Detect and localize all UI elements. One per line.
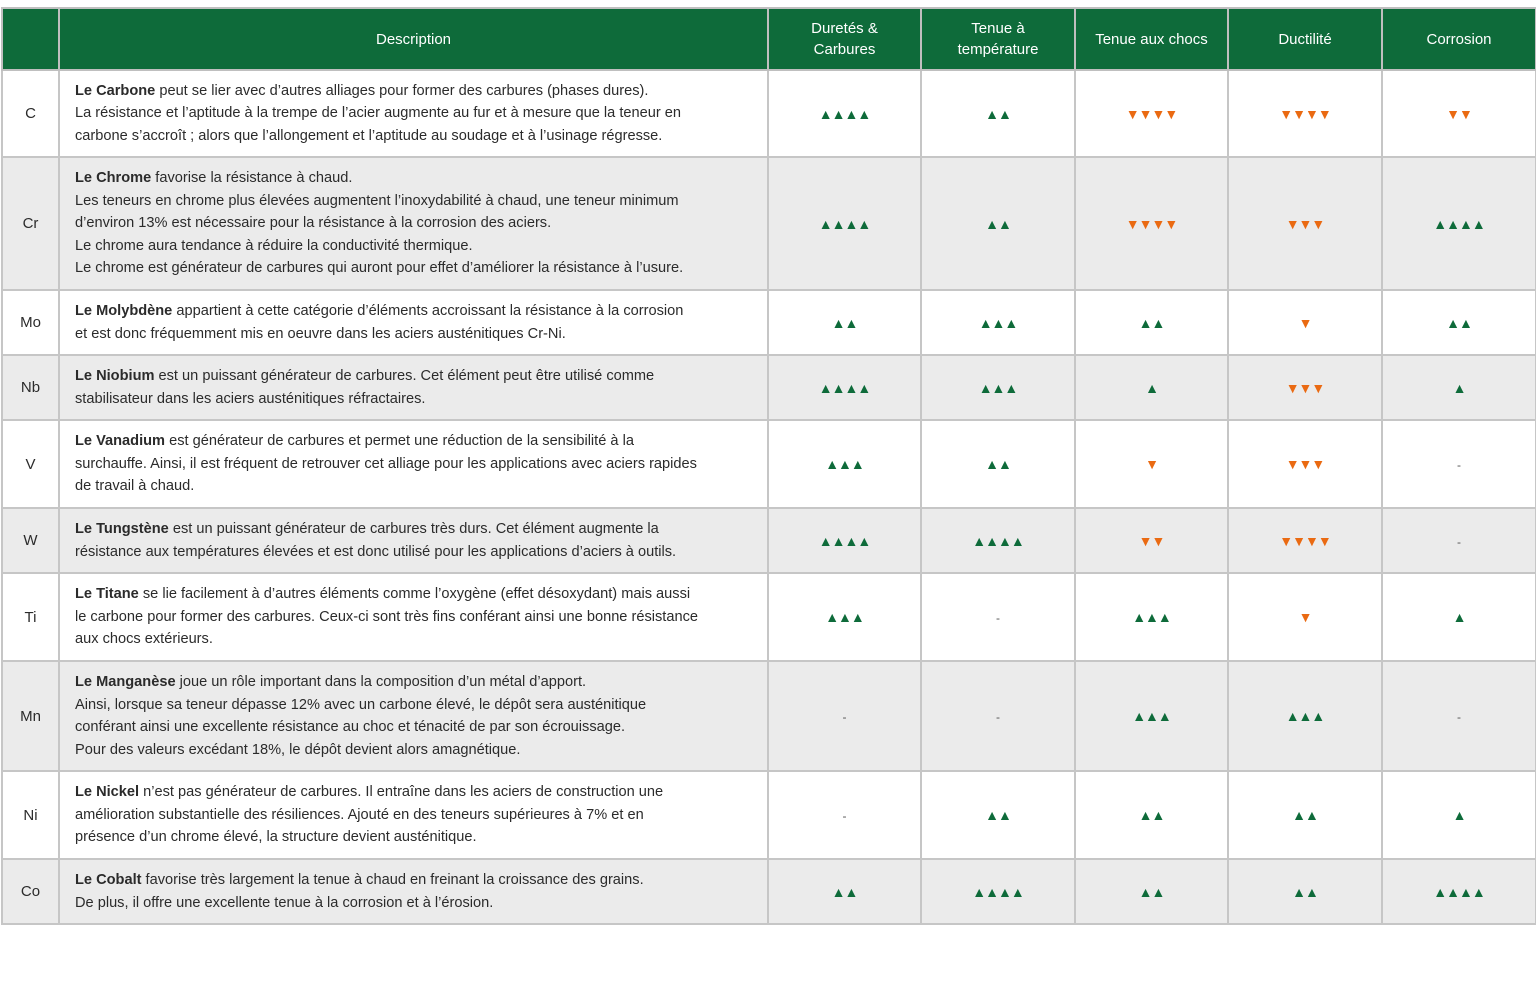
- up-triangle-icon: ▲: [1145, 379, 1158, 396]
- rating-ductility: [1228, 508, 1382, 573]
- down-triangle-icon: ▼▼▼▼: [1279, 105, 1331, 122]
- element-description: [59, 290, 768, 355]
- up-triangle-icon: ▲▲: [1446, 314, 1472, 331]
- description-line: La résistance et l’aptitude à la trempe de l’acier augmente au fur et à mesure que la teneur en: [75, 105, 682, 122]
- up-triangle-icon: ▲▲▲▲: [818, 532, 871, 549]
- rating-temperature: [921, 420, 1075, 508]
- down-triangle-icon: ▼▼▼: [1285, 215, 1325, 232]
- rating-hardness: [768, 573, 921, 661]
- rating-hardness: [768, 355, 921, 420]
- element-description: [59, 573, 768, 661]
- description-line: Les teneurs en chrome plus élevées augmentent l’inoxydabilité à chaud, une teneur minimum: [75, 192, 679, 209]
- element-symbol: Nb: [2, 355, 59, 420]
- description-line: stabilisateur dans les aciers austénitiques réfractaires.: [75, 390, 426, 407]
- down-triangle-icon: ▼▼▼▼: [1279, 532, 1331, 549]
- header-shock: Tenue aux chocs: [1075, 8, 1228, 70]
- up-triangle-icon: ▲▲▲▲: [1433, 215, 1485, 232]
- rating-shock: [1075, 70, 1228, 157]
- description-line: conférant ainsi une excellente résistance au choc et ténacité de par son écrouissage.: [75, 719, 626, 735]
- header-symbol: [2, 8, 59, 70]
- no-effect-dash: -: [842, 809, 847, 823]
- description-line: peut se lier avec d’autres alliages pour former des carbures (phases dures).: [155, 82, 649, 99]
- rating-temperature: [921, 355, 1075, 420]
- up-triangle-icon: ▲▲: [1292, 883, 1318, 900]
- description-line: favorise très largement la tenue à chaud en freinant la croissance des grains.: [141, 872, 644, 888]
- up-triangle-icon: ▲▲▲▲: [818, 215, 871, 232]
- rating-temperature: [921, 70, 1075, 157]
- rating-ductility: [1228, 859, 1382, 924]
- element-description: [59, 157, 768, 290]
- element-name: Le Nickel: [75, 784, 140, 801]
- table-row: [2, 70, 1536, 157]
- description-line: se lie facilement à d’autres éléments comme l’oxygène (effet désoxydant) mais aussi: [138, 586, 691, 603]
- description-line: Ainsi, lorsque sa teneur dépasse 12% avec un carbone élevé, le dépôt sera austénitique: [75, 696, 647, 713]
- down-triangle-icon: ▼▼▼▼: [1125, 105, 1178, 122]
- up-triangle-icon: ▲: [1452, 379, 1466, 396]
- element-description: [59, 355, 768, 420]
- table-row: [2, 290, 1536, 355]
- description-line: est un puissant générateur de carbures très durs. Cet élément augmente la: [168, 521, 659, 537]
- description-line: le carbone pour former des carbures. Ceux-ci sont très fins conférant ainsi une bonne résistance: [75, 608, 698, 625]
- rating-corrosion: [1382, 290, 1536, 355]
- rating-ductility: [1228, 290, 1382, 355]
- rating-ductility: [1228, 70, 1382, 157]
- up-triangle-icon: ▲▲: [1138, 314, 1165, 331]
- no-effect-dash: -: [1457, 710, 1461, 724]
- element-name: Le Vanadium: [75, 433, 166, 450]
- rating-hardness: [768, 508, 921, 573]
- rating-hardness: [768, 420, 921, 508]
- description-line: favorise la résistance à chaud.: [151, 170, 353, 187]
- rating-shock: [1075, 157, 1228, 290]
- up-triangle-icon: ▲▲: [985, 215, 1011, 232]
- up-triangle-icon: ▲▲▲▲: [818, 379, 871, 396]
- rating-corrosion: [1382, 573, 1536, 661]
- header-temperature: Tenue à température: [921, 8, 1075, 70]
- rating-ductility: [1228, 573, 1382, 661]
- element-symbol: C: [2, 70, 59, 157]
- up-triangle-icon: ▲▲▲: [1132, 708, 1171, 724]
- table-row: [2, 508, 1536, 573]
- rating-ductility: [1228, 771, 1382, 859]
- up-triangle-icon: ▲▲▲: [825, 609, 864, 625]
- element-name: Le Niobium: [75, 368, 155, 384]
- rating-shock: [1075, 573, 1228, 661]
- alloy-properties-table: [1, 7, 1536, 925]
- up-triangle-icon: ▲: [1452, 609, 1466, 625]
- down-triangle-icon: ▼: [1145, 456, 1158, 472]
- rating-shock: [1075, 859, 1228, 924]
- rating-hardness: [768, 70, 921, 157]
- rating-temperature: [921, 661, 1075, 771]
- rating-corrosion: [1382, 420, 1536, 508]
- rating-temperature: [921, 859, 1075, 924]
- no-effect-dash: -: [1457, 534, 1461, 549]
- element-name: Le Cobalt: [75, 872, 142, 888]
- description-line: Le chrome aura tendance à réduire la conductivité thermique.: [75, 237, 473, 254]
- up-triangle-icon: ▲▲▲: [978, 379, 1018, 396]
- down-triangle-icon: ▼▼: [1138, 532, 1165, 549]
- element-symbol: W: [2, 508, 59, 573]
- element-symbol: Mn: [2, 661, 59, 771]
- rating-ductility: [1228, 420, 1382, 508]
- rating-shock: [1075, 508, 1228, 573]
- rating-temperature: [921, 157, 1075, 290]
- rating-corrosion: [1382, 355, 1536, 420]
- description-line: est générateur de carbures et permet une réduction de la sensibilité à la: [165, 433, 634, 450]
- up-triangle-icon: ▲▲▲: [978, 314, 1018, 331]
- description-line: présence d’un chrome élevé, la structure devient austénitique.: [75, 829, 477, 846]
- description-line: De plus, il offre une excellente tenue à la corrosion et à l’érosion.: [75, 894, 494, 911]
- down-triangle-icon: ▼▼▼▼: [1125, 215, 1178, 232]
- no-effect-dash: -: [996, 710, 1000, 724]
- rating-corrosion: [1382, 859, 1536, 924]
- header-hardness: Duretés & Carbures: [768, 8, 921, 70]
- table-row: [2, 661, 1536, 771]
- rating-shock: [1075, 771, 1228, 859]
- table-row: [2, 157, 1536, 290]
- up-triangle-icon: ▲▲: [1138, 883, 1165, 900]
- down-triangle-icon: ▼: [1298, 609, 1312, 625]
- element-symbol: Cr: [2, 157, 59, 290]
- rating-shock: [1075, 420, 1228, 508]
- description-line: surchauffe. Ainsi, il est fréquent de retrouver cet alliage pour les applications avec aciers rapides: [75, 455, 697, 472]
- rating-shock: [1075, 355, 1228, 420]
- down-triangle-icon: ▼▼▼: [1285, 456, 1325, 472]
- up-triangle-icon: ▲▲: [831, 883, 858, 900]
- up-triangle-icon: ▲▲: [985, 456, 1011, 472]
- description-line: Le chrome est générateur de carbures qui auront pour effet d’améliorer la résistance à l’usure.: [75, 260, 684, 277]
- up-triangle-icon: ▲▲: [831, 314, 858, 331]
- element-description: [59, 771, 768, 859]
- element-description: [59, 661, 768, 771]
- up-triangle-icon: ▲▲▲▲: [1433, 883, 1485, 900]
- rating-corrosion: [1382, 508, 1536, 573]
- down-triangle-icon: ▼: [1298, 314, 1312, 331]
- header-ductility: Ductilité: [1228, 8, 1382, 70]
- element-name: Le Titane: [75, 586, 139, 603]
- element-name: Le Tungstène: [75, 521, 169, 537]
- description-line: d’environ 13% est nécessaire pour la résistance à la corrosion des aciers.: [75, 215, 552, 232]
- description-line: joue un rôle important dans la composition d’un métal d’apport.: [175, 674, 587, 690]
- no-effect-dash: -: [996, 611, 1000, 625]
- down-triangle-icon: ▼▼: [1446, 105, 1472, 122]
- rating-hardness: [768, 661, 921, 771]
- description-line: de travail à chaud.: [75, 478, 195, 495]
- element-symbol: Mo: [2, 290, 59, 355]
- description-line: est un puissant générateur de carbures. Cet élément peut être utilisé comme: [154, 368, 655, 384]
- up-triangle-icon: ▲: [1452, 807, 1466, 823]
- rating-temperature: [921, 508, 1075, 573]
- header-row: [2, 8, 1536, 70]
- rating-corrosion: [1382, 157, 1536, 290]
- description-line: carbone s’accroît ; alors que l’allongement et l’aptitude au soudage et à l’usinage régresse.: [75, 127, 663, 144]
- table-row: [2, 859, 1536, 924]
- element-symbol: V: [2, 420, 59, 508]
- description-line: Pour des valeurs excédant 18%, le dépôt devient alors amagnétique.: [75, 741, 521, 758]
- element-description: [59, 70, 768, 157]
- up-triangle-icon: ▲▲▲▲: [818, 105, 871, 122]
- up-triangle-icon: ▲▲▲: [825, 456, 864, 472]
- up-triangle-icon: ▲▲: [985, 807, 1011, 823]
- element-name: Le Carbone: [75, 82, 156, 99]
- description-line: appartient à cette catégorie d’éléments accroissant la résistance à la corrosion: [172, 303, 684, 319]
- rating-corrosion: [1382, 771, 1536, 859]
- rating-temperature: [921, 290, 1075, 355]
- up-triangle-icon: ▲▲▲▲: [972, 883, 1024, 900]
- element-description: [59, 859, 768, 924]
- rating-corrosion: [1382, 661, 1536, 771]
- rating-temperature: [921, 771, 1075, 859]
- rating-shock: [1075, 290, 1228, 355]
- up-triangle-icon: ▲▲▲: [1285, 708, 1325, 724]
- rating-hardness: [768, 290, 921, 355]
- description-line: aux chocs extérieurs.: [75, 631, 213, 648]
- rating-hardness: [768, 859, 921, 924]
- down-triangle-icon: ▼▼▼: [1285, 379, 1325, 396]
- header-corrosion: Corrosion: [1382, 8, 1536, 70]
- rating-hardness: [768, 771, 921, 859]
- element-symbol: Ni: [2, 771, 59, 859]
- table-row: [2, 573, 1536, 661]
- table-row: [2, 355, 1536, 420]
- rating-temperature: [921, 573, 1075, 661]
- up-triangle-icon: ▲▲: [1292, 807, 1318, 823]
- element-symbol: Co: [2, 859, 59, 924]
- rating-ductility: [1228, 661, 1382, 771]
- rating-ductility: [1228, 157, 1382, 290]
- up-triangle-icon: ▲▲: [1138, 807, 1165, 823]
- no-effect-dash: -: [1457, 458, 1461, 472]
- rating-ductility: [1228, 355, 1382, 420]
- element-name: Le Chrome: [75, 170, 152, 187]
- element-name: Le Manganèse: [75, 674, 176, 690]
- rating-hardness: [768, 157, 921, 290]
- element-symbol: Ti: [2, 573, 59, 661]
- rating-corrosion: [1382, 70, 1536, 157]
- description-line: et est donc fréquemment mis en oeuvre dans les aciers austénitiques Cr-Ni.: [75, 325, 566, 342]
- element-name: Le Molybdène: [75, 303, 173, 319]
- rating-shock: [1075, 661, 1228, 771]
- element-description: [59, 508, 768, 573]
- up-triangle-icon: ▲▲▲▲: [972, 532, 1024, 549]
- no-effect-dash: -: [842, 710, 847, 724]
- description-line: n’est pas générateur de carbures. Il entraîne dans les aciers de construction une: [139, 784, 664, 801]
- description-line: amélioration substantielle des résiliences. Ajouté en des teneurs supérieures à 7% et en: [75, 806, 644, 823]
- up-triangle-icon: ▲▲▲: [1132, 609, 1171, 625]
- table-row: [2, 771, 1536, 859]
- header-description: Description: [59, 8, 768, 70]
- up-triangle-icon: ▲▲: [985, 105, 1011, 122]
- table-row: [2, 420, 1536, 508]
- description-line: résistance aux températures élevées et est donc utilisé pour les applications d’aciers à outils.: [75, 543, 677, 560]
- element-description: [59, 420, 768, 508]
